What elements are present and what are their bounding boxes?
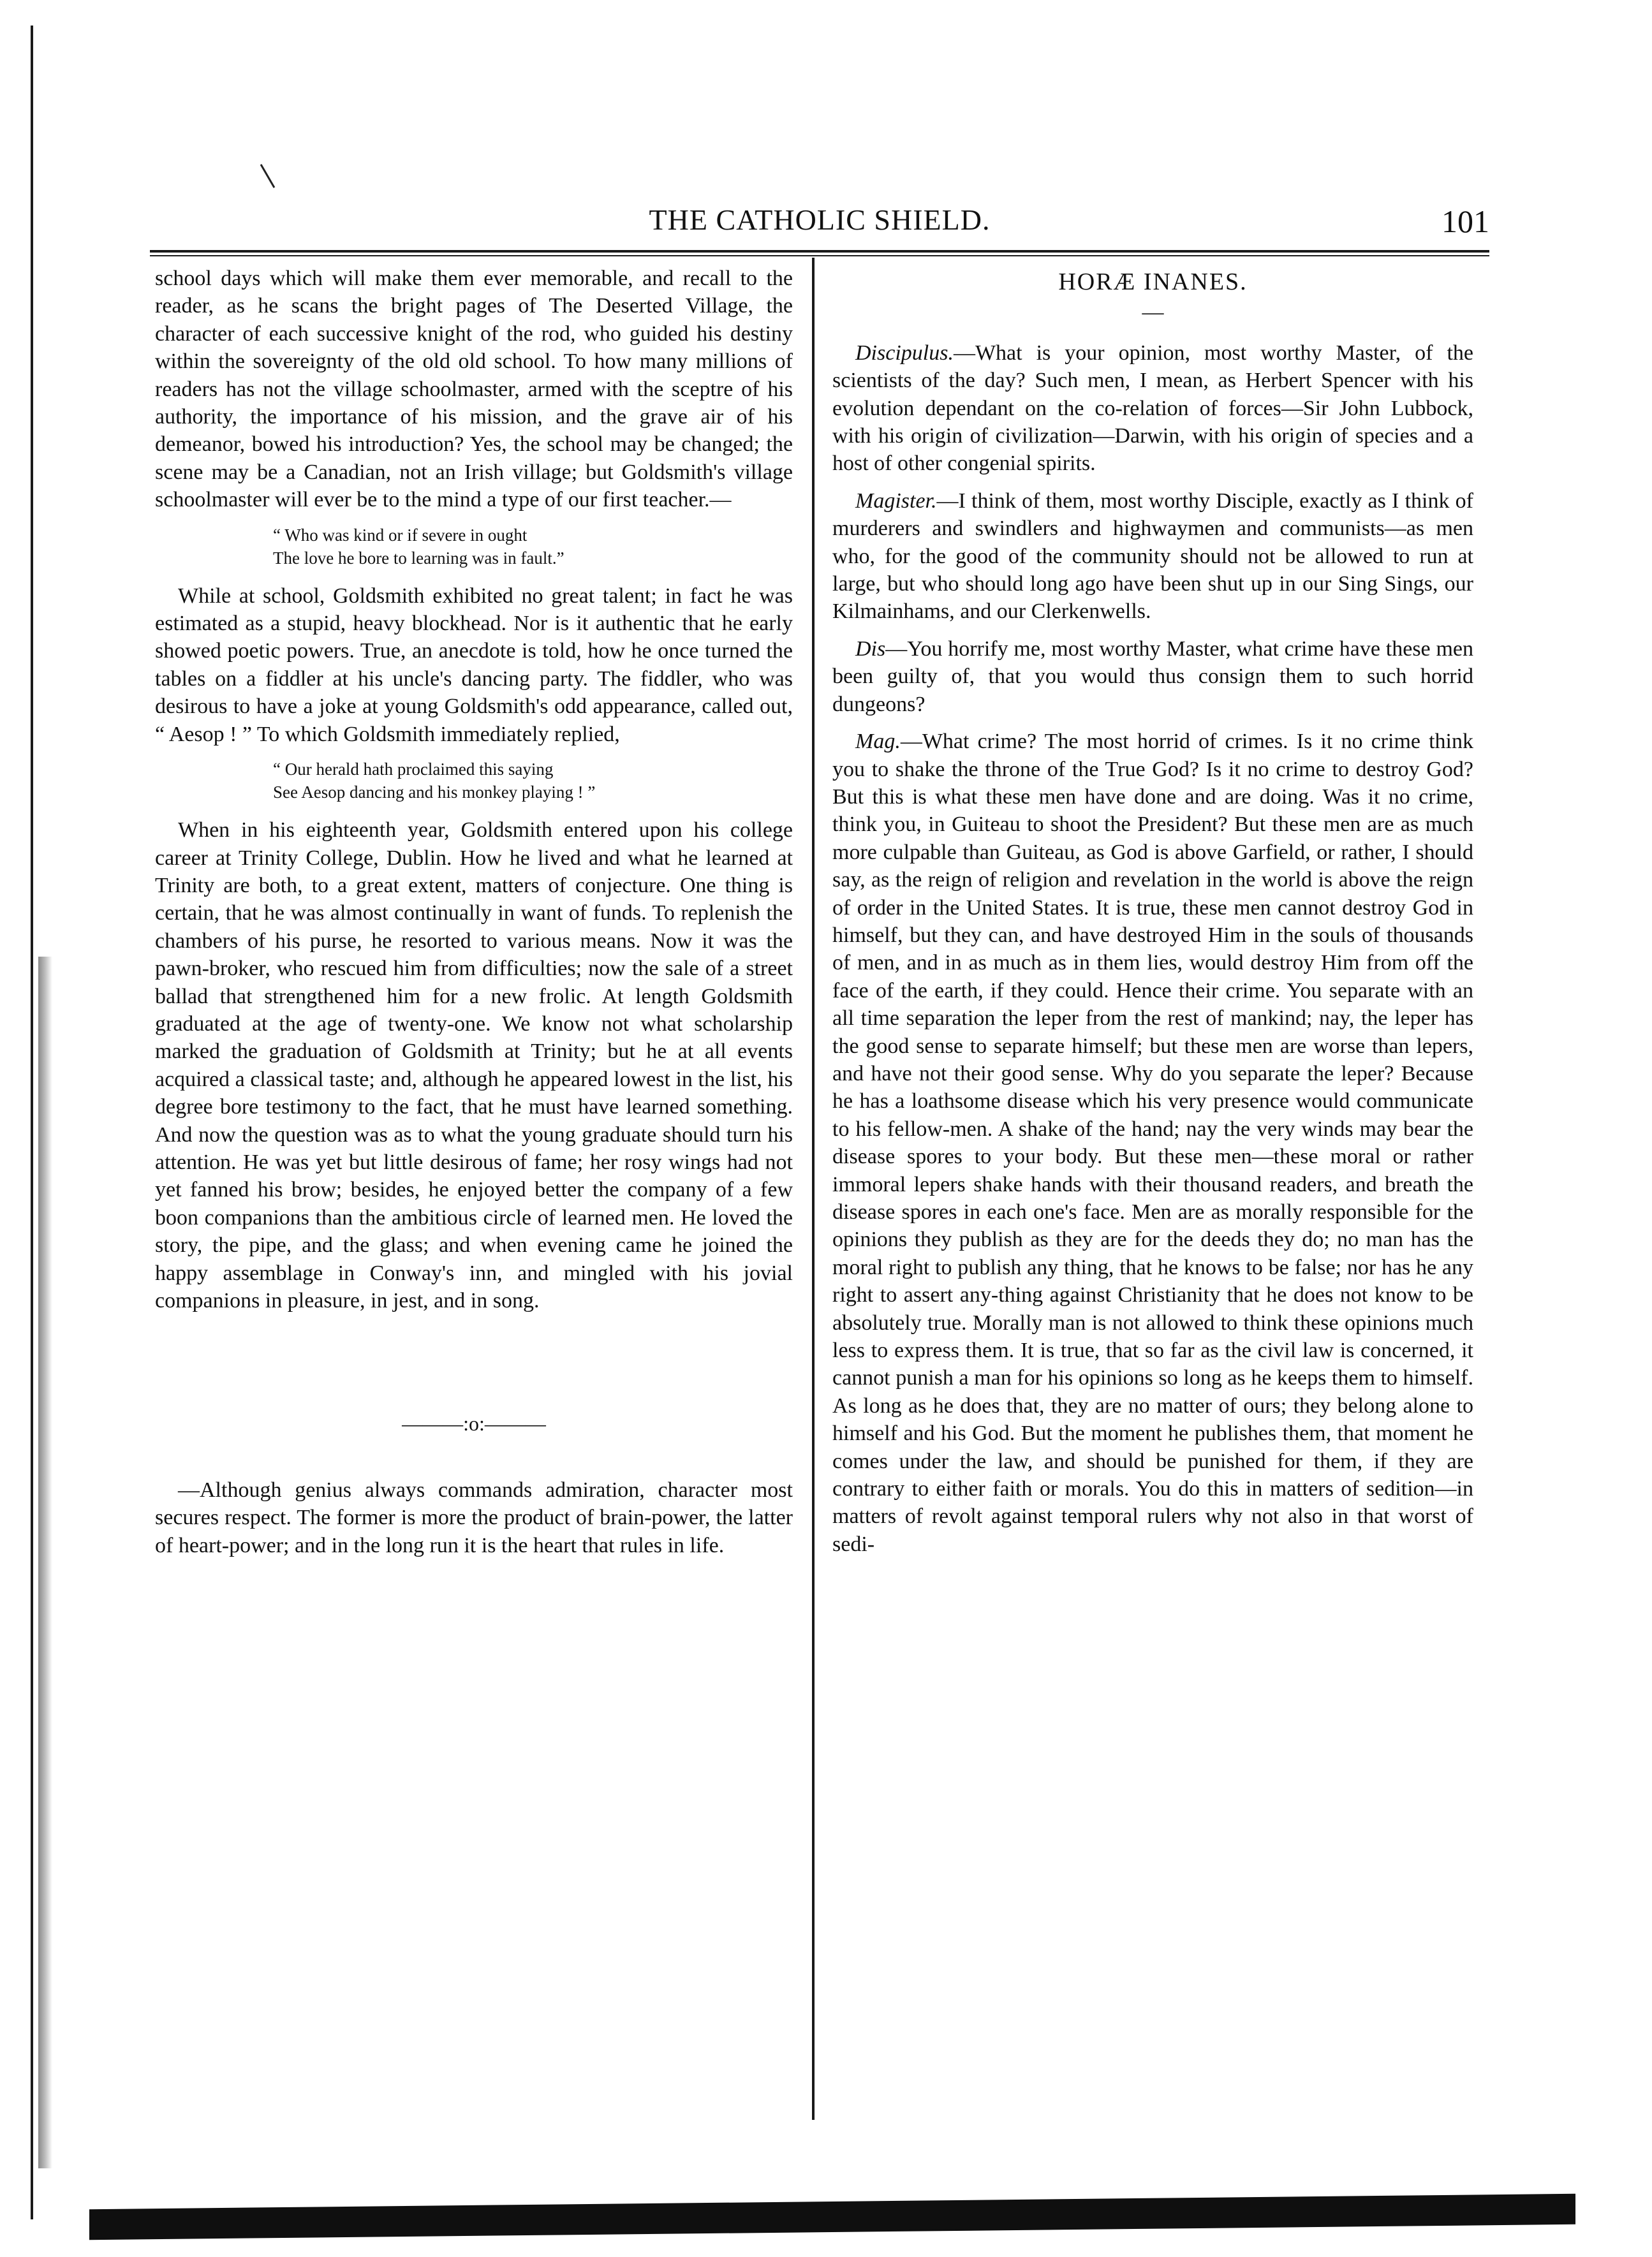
dialogue-discipulus [832, 339, 1473, 478]
column-divider [812, 258, 815, 2120]
schoolmaster-quote [273, 524, 793, 570]
dialogue-magister [832, 487, 1473, 626]
goldsmith-paragraph-3: When in his eighteenth year, Goldsmith entered upon his college career at Trinity College, Dublin. How he lived and what he learned at Trinity are both, to a great extent, matters of conjecture. One thing is certain, that he was almost continually in want of funds. To replenish the chambers of his purse, he resorted to various means. Now it was the pawn-broker, who rescued him from difficulties; now the sale of a street ballad that strengthened him for a new frolic. At length Goldsmith graduated at the age of twenty-one. We know not what scholarship marked the graduation of Goldsmith at Trinity; but he at all events acquired a classical taste; and, although he appeared lowest in the list, his degree bore testimony to the fact, that he must have learned something. And now the question was as to what the young graduate should turn his attention. He was yet but little desirous of fame; her rosy wings had not yet fanned his brow; besides, he enjoyed better the company of a few boon companions than the ambitious circle of learned men. He loved the story, the pipe, and the glass; and when evening came he joined the happy assemblage in Conway's inn, and mingled with his jovial companions in pleasure, in jest, and in song. [155, 818, 793, 1312]
section-title: HORÆ INANES. [1058, 268, 1248, 295]
page-header [150, 203, 1489, 247]
left-column [155, 265, 793, 1569]
quote-line: “ Who was kind or if severe in ought [273, 525, 527, 545]
title-dash: — [1142, 300, 1164, 325]
goldsmith-paragraph-2: While at school, Goldsmith exhibited no great talent; in fact he was estimated as a stupid, heavy blockhead. Nor is it authentic that he early showed poetic powers. True, an anecdote is told, how he once turned the tables on a fiddler at his uncle's dancing party. The fiddler, who was desirous to have a joke at young Goldsmith's odd appearance, called out, “ Aesop ! ” To which Goldsmith immediately replied, [155, 584, 793, 746]
header-rule [150, 250, 1489, 253]
dialogue-text: —What crime? The most horrid of crimes. Is it no crime think you to shake the throne of the True God? Is it no crime to destroy God? But this is what these men have done and are doing. Was it no crime, think you, in Guiteau to shoot the President? But these men are as much more culpable than Guiteau, as God is above Garfield, or rather, I should say, as the reign of religion and revelation in the world is above the reign of order in the United States. It is true, these men cannot destroy God in himself, but they can, and have destroyed Him in the souls of thousands of men, and in as much as in them lies, would destroy Him from off the face of the earth, if they could. Hence their crime. You separate with an all time separation the leper from the rest of mankind; nay, the leper has the good sense to separate himself; but these men are worse than lepers, and have not their good sense. Why do you separate the leper? Because he has a loathsome disease which his very presence would communicate to his fellow-men. A shake of the hand; nay the very winds may bear the disease spores to your body. But these men—these moral or rather immoral lepers shake hands with their thousand readers, and breath the disease spores in each one's face. Men are as morally responsible for the opinions they publish as they are for the deeds they do; no man has the moral right to publish any thing, that he knows to be false; nor has he any right to assert any-thing against Christianity that he does not know to be absolutely true. Morally man is not allowed to think these opinions much less to express them. It is true, that so far as the civil law is concerned, it cannot punish a man for his opinions so long as he keeps them to himself. As long as he does that, they are no matter of ours; they belong alone to himself and his God. But the moment he publishes them, that moment he comes under the law, and should be punished for them, if they are contrary to either faith or morals. You do this in matters of sedition—in matters of revolt against temporal rulers why not also in that worst of sedi- [832, 730, 1473, 1556]
quote-line: “ Our herald hath proclaimed this saying [273, 760, 554, 779]
page-number: 101 [1442, 203, 1489, 239]
dialogue-mag [832, 728, 1473, 1558]
journal-title: THE CATHOLIC SHIELD. [649, 203, 991, 236]
aesop-quote [273, 758, 793, 804]
scan-binding-shadow [38, 957, 52, 2168]
scan-speck [260, 164, 276, 188]
speaker-label: Mag. [855, 730, 901, 754]
dialogue-text: —I think of them, most worthy Disciple, exactly as I think of murderers and swindlers and highwaymen and communists—as men who, for the good of the community should not be allowed to run at large, but who should long ago have been shut up in our Sing Sings, our Kilmainhams, and our Clerkenwells. [832, 489, 1473, 624]
speaker-label: Discipulus. [855, 341, 954, 365]
scan-edge-line [31, 26, 33, 2219]
header-rule-thin [150, 255, 1489, 256]
dialogue-text: —You horrify me, most worthy Master, what crime have these men been guilty of, that you would thus consign them to such horrid dungeons? [832, 636, 1473, 716]
right-column [832, 265, 1473, 1568]
scan-bottom-band [89, 2194, 1575, 2240]
section-separator: ———:o:——— [402, 1412, 546, 1436]
dialogue-text: —What is your opinion, most worthy Master, of the scientists of the day? Such men, I mean, as Herbert Spencer with his evolution dependant on the co-relation of forces—Sir John Lubbock, with his origin of civilization—Darwin, with his origin of species and a host of other congenial spirits. [832, 341, 1473, 476]
quote-line: See Aesop dancing and his monkey playing ! ” [273, 783, 596, 802]
genius-paragraph: —Although genius always commands admiration, character most secures respect. The former is more the product of brain-power, the latter of heart-power; and in the long run it is the heart that rules in life. [155, 1478, 793, 1557]
quote-line: The love he bore to learning was in fault.” [273, 548, 564, 568]
dialogue-dis [832, 635, 1473, 718]
speaker-label: Magister. [855, 489, 937, 513]
speaker-label: Dis [855, 636, 886, 661]
goldsmith-paragraph-1: school days which will make them ever memorable, and recall to the reader, as he scans the bright pages of The Deserted Village, the character of each successive knight of the rod, who guided his destiny within the sovereignty of the old old school. To how many millions of readers has not the village schoolmaster, armed with the sceptre of his authority, the importance of his mission, and the grave air of his demeanor, bowed his introduction? Yes, the school may be changed; the scene may be a Canadian, not an Irish village; but Goldsmith's village schoolmaster will ever be to the mind a type of our first teacher.— [155, 267, 793, 512]
